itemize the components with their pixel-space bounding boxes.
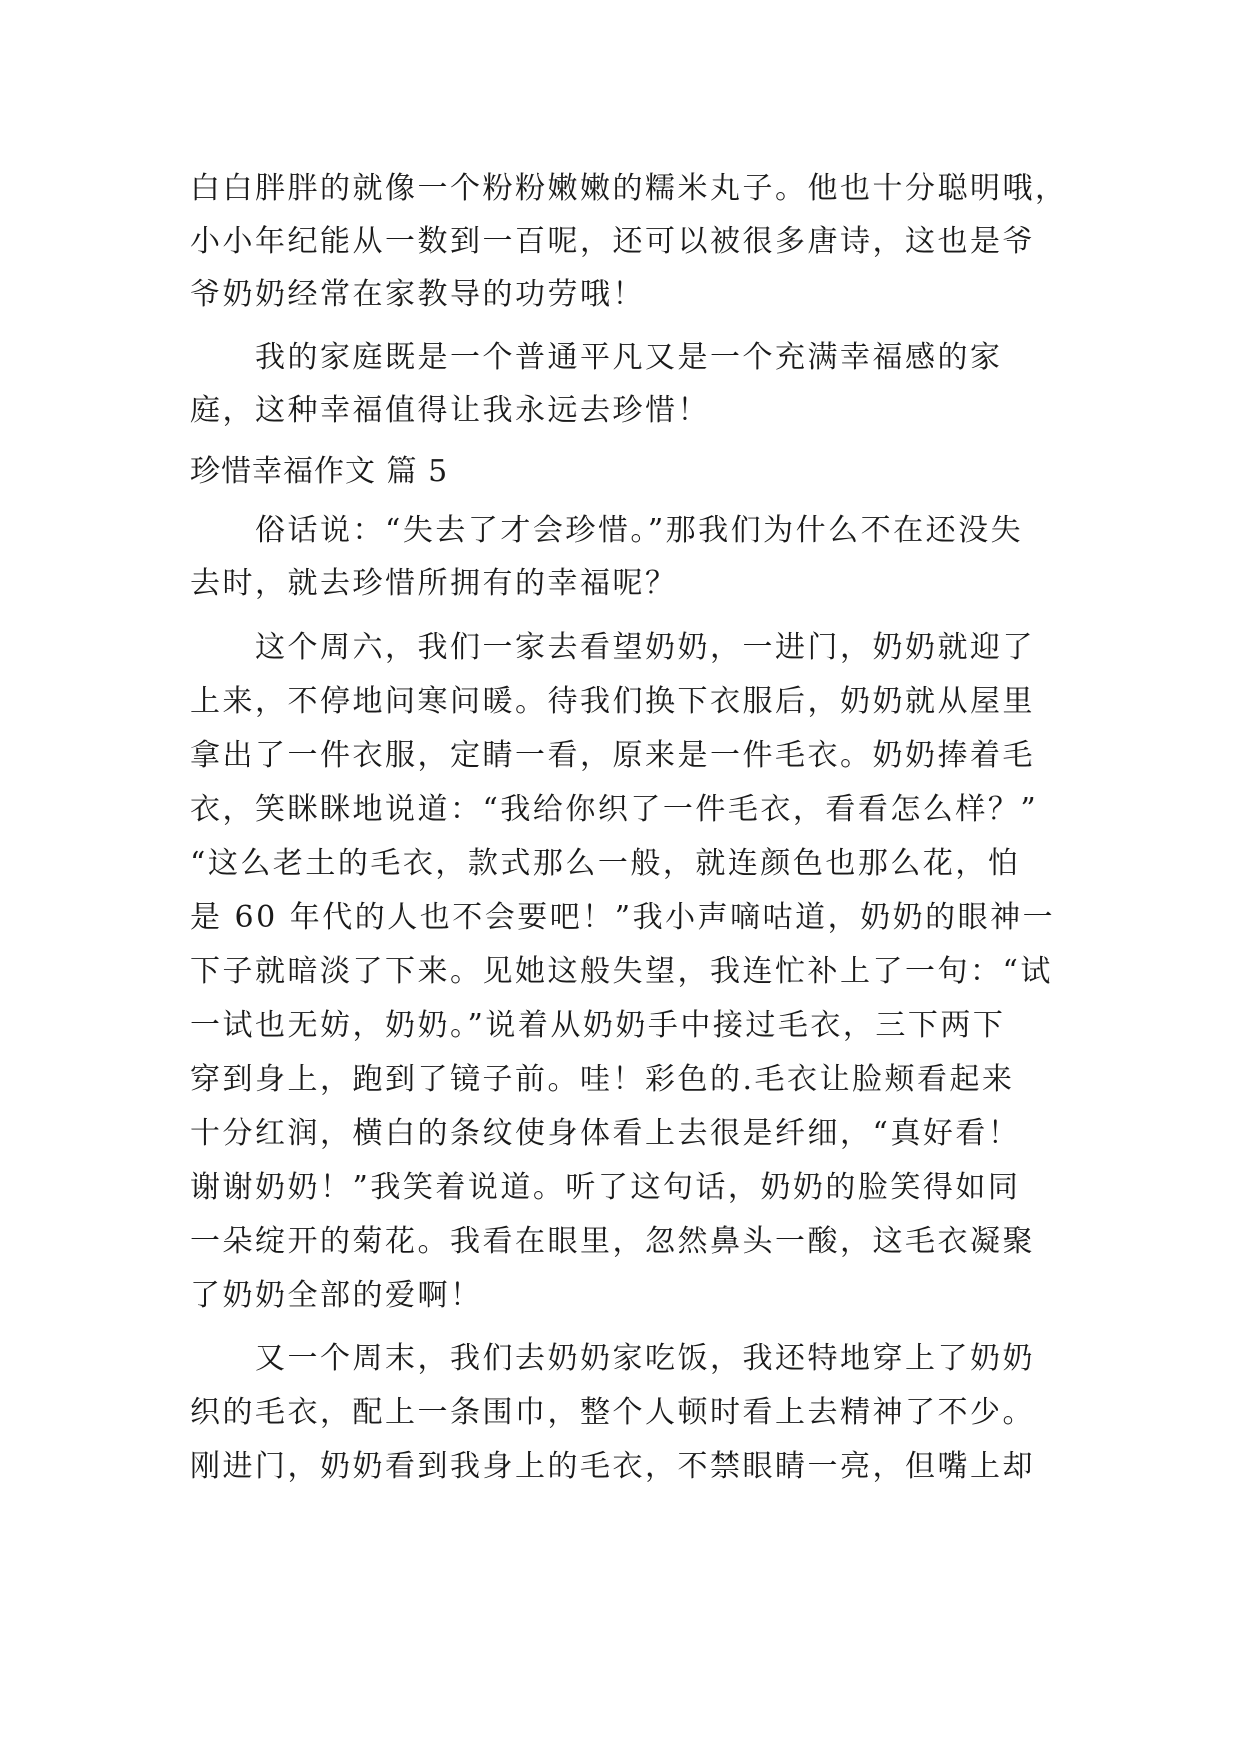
- text-line: 这个周六，我们一家去看望奶奶，一进门，奶奶就迎了: [190, 630, 1035, 665]
- text-line: 又一个周末，我们去奶奶家吃饭，我还特地穿上了奶奶: [190, 1341, 1035, 1376]
- text-line: 十分红润，横白的条纹使身体看上去很是纤细，“真好看！: [190, 1116, 1021, 1151]
- text-line: 爷奶奶经常在家教导的功劳哦！: [190, 277, 645, 312]
- section-heading: 珍惜幸福作文 篇 5: [190, 454, 449, 489]
- text-line: “这么老土的毛衣，款式那么一般，就连颜色也那么花，怕: [190, 846, 1021, 881]
- text-line: 庭，这种幸福值得让我永远去珍惜！: [190, 393, 710, 428]
- text-line: 白白胖胖的就像一个粉粉嫩嫩的糯米丸子。他也十分聪明哦，: [190, 171, 1068, 206]
- text-line: 是 60 年代的人也不会要吧！”我小声嘀咕道，奶奶的眼神一: [190, 900, 1056, 935]
- text-line: 拿出了一件衣服，定睛一看，原来是一件毛衣。奶奶捧着毛: [190, 738, 1035, 773]
- text-line: 我的家庭既是一个普通平凡又是一个充满幸福感的家: [190, 340, 1003, 375]
- text-line: 衣，笑眯眯地说道：“我给你织了一件毛衣，看看怎么样？”: [190, 792, 1039, 827]
- text-line: 刚进门，奶奶看到我身上的毛衣，不禁眼睛一亮，但嘴上却: [190, 1449, 1035, 1484]
- text-line: 织的毛衣，配上一条围巾，整个人顿时看上去精神了不少。: [190, 1395, 1035, 1430]
- text-line: 一试也无妨，奶奶。”说着从奶奶手中接过毛衣，三下两下: [190, 1008, 1006, 1043]
- text-line: 去时，就去珍惜所拥有的幸福呢？: [190, 566, 678, 601]
- text-line: 谢谢奶奶！”我笑着说道。听了这句话，奶奶的脸笑得如同: [190, 1170, 1021, 1205]
- text-line: 俗话说：“失去了才会珍惜。”那我们为什么不在还没失: [190, 513, 1024, 548]
- text-line: 小小年纪能从一数到一百呢，还可以被很多唐诗，这也是爷: [190, 224, 1035, 259]
- text-line: 上来，不停地问寒问暖。待我们换下衣服后，奶奶就从屋里: [190, 684, 1035, 719]
- text-line: 一朵绽开的菊花。我看在眼里，忽然鼻头一酸，这毛衣凝聚: [190, 1224, 1035, 1259]
- text-line: 了奶奶全部的爱啊！: [190, 1278, 483, 1313]
- text-line: 穿到身上，跑到了镜子前。哇！彩色的.毛衣让脸颊看起来: [190, 1062, 1015, 1097]
- text-line: 下子就暗淡了下来。见她这般失望，我连忙补上了一句：“试: [190, 954, 1053, 989]
